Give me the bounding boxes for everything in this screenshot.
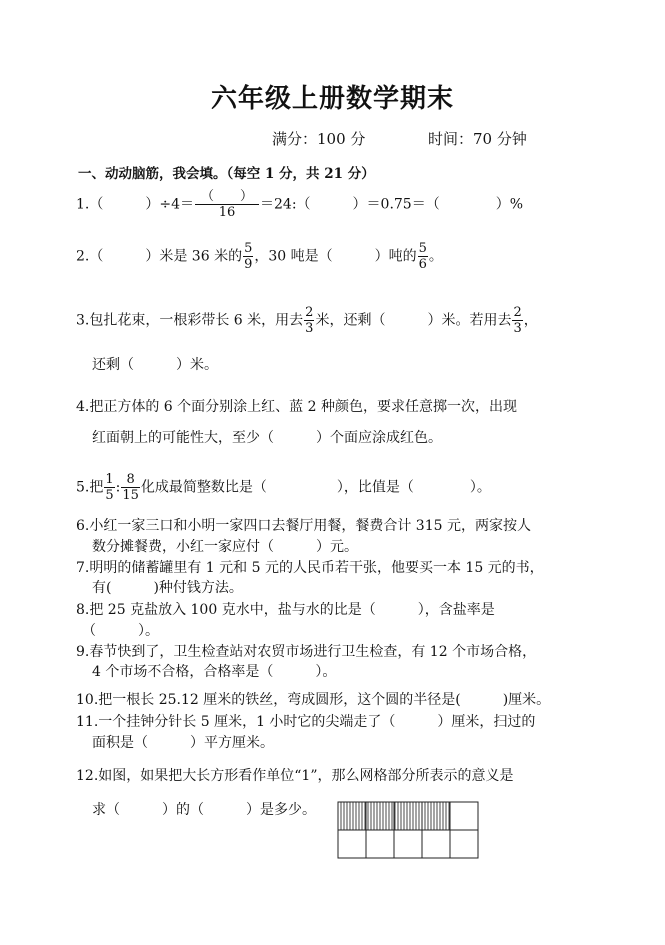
q5-f2-num: 8 (121, 472, 140, 488)
q3-text-c: ， (523, 312, 538, 329)
q5-text-b: 化成最简整数比是（ ），比值是（ ）。 (140, 479, 491, 496)
q2-text-b: ，30 吨是（ ）吨的 (254, 248, 417, 265)
question-7: 7.明明的储蓄罐里有 1 元和 5 元的人民币若干张，他要买一本 15 元的书， (76, 560, 544, 576)
q3-text-b: 米，还剩（ ）米。若用去 (315, 312, 512, 329)
q2-f1-den: 9 (244, 257, 253, 272)
q5-colon: : (115, 479, 121, 496)
q5-f1-num: 1 (105, 472, 114, 487)
grid-figure-svg (337, 801, 479, 859)
question-5 (76, 472, 491, 503)
section-note: （每空 1 分，共 21 分） (226, 166, 375, 182)
grid-cell (450, 830, 478, 858)
grid-cell-hatched (422, 802, 450, 830)
q1-text-b: ＝24:（ ）＝0.75＝（ ）% (260, 196, 524, 213)
question-3-line-2: 还剩（ ）米。 (92, 357, 218, 373)
question-10: 10.把一根长 25.12 厘米的铁丝，弯成圆形，这个圆的半径是( )厘米。 (76, 692, 551, 708)
q5-f2-den: 15 (122, 488, 139, 503)
q2-f2-den: 6 (418, 257, 427, 272)
question-6: 6.小红一家三口和小明一家四口去餐厅用餐，餐费合计 315 元，两家按人 (76, 518, 531, 534)
q3-f1-den: 3 (305, 321, 314, 336)
question-8: 8.把 25 克盐放入 100 克水中，盐与水的比是（ ），含盐率是 (76, 602, 495, 618)
q3-f2-num: 2 (513, 305, 522, 320)
q2-text-c: 。 (428, 248, 443, 265)
question-12: 12.如图，如果把大长方形看作单位“1”，那么网格部分所表示的意义是 (76, 768, 514, 784)
q5-text-a: 5.把 (76, 479, 104, 496)
grid-cell (366, 830, 394, 858)
q3-text-a: 3.包扎花束，一根彩带长 6 米，用去 (76, 312, 304, 329)
grid-cell (450, 802, 478, 830)
question-8-line-2: （ ）。 (82, 623, 159, 639)
q5-f1-den: 5 (105, 488, 114, 503)
question-11-line-2: 面积是（ ）平方厘米。 (92, 735, 274, 751)
question-7-line-2: 有( )种付钱方法。 (92, 580, 243, 596)
q5-fraction-2 (121, 472, 140, 503)
question-4: 4.把正方体的 6 个面分别涂上红、蓝 2 种颜色，要求任意掷一次，出现 (76, 399, 517, 415)
q1-frac-num: （ ） (195, 189, 259, 205)
page-title: 六年级上册数学期末 (210, 84, 454, 114)
q3-f1-num: 2 (305, 305, 314, 320)
unit-rectangle-figure (337, 801, 479, 859)
q2-fraction-2 (418, 241, 428, 272)
q2-text-a: 2.（ ）米是 36 米的 (76, 248, 243, 265)
question-9: 9.春节快到了，卫生检查站对农贸市场进行卫生检查，有 12 个市场合格， (76, 644, 537, 660)
grid-cell-hatched (394, 802, 422, 830)
grid-cell-hatched (366, 802, 394, 830)
question-12-line-2: 求（ ）的（ ）是多少。 (92, 802, 316, 818)
section-heading (78, 162, 375, 182)
q5-fraction-1 (104, 472, 114, 503)
q2-f2-num: 5 (418, 241, 427, 256)
section-title: 一、动动脑筋，我会填。 (78, 166, 227, 182)
question-9-line-2: 4 个市场不合格，合格率是（ ）。 (92, 664, 337, 680)
grid-cell (422, 830, 450, 858)
q3-fraction-2 (512, 305, 522, 336)
question-11: 11.一个挂钟分针长 5 厘米，1 小时它的尖端走了（ ）厘米，扫过的 (76, 714, 536, 730)
question-3 (76, 305, 538, 336)
question-2 (76, 241, 443, 272)
q3-fraction-1 (304, 305, 314, 336)
q2-fraction-1 (243, 241, 253, 272)
question-6-line-2: 数分摊餐费，小红一家应付（ ）元。 (92, 539, 358, 555)
grid-cell (338, 830, 366, 858)
q2-f1-num: 5 (244, 241, 253, 256)
question-1 (76, 189, 523, 220)
question-4-line-2: 红面朝上的可能性大，至少（ ）个面应涂成红色。 (92, 430, 442, 446)
q1-frac-den: 16 (218, 205, 236, 220)
q1-fraction (195, 189, 259, 220)
grid-cell (394, 830, 422, 858)
q3-f2-den: 3 (513, 321, 522, 336)
grid-cell-hatched (338, 802, 366, 830)
q1-text-a: 1.（ ）÷4＝ (76, 196, 194, 213)
exam-time: 时间：70 分钟 (428, 130, 527, 148)
full-score: 满分：100 分 (272, 130, 366, 148)
